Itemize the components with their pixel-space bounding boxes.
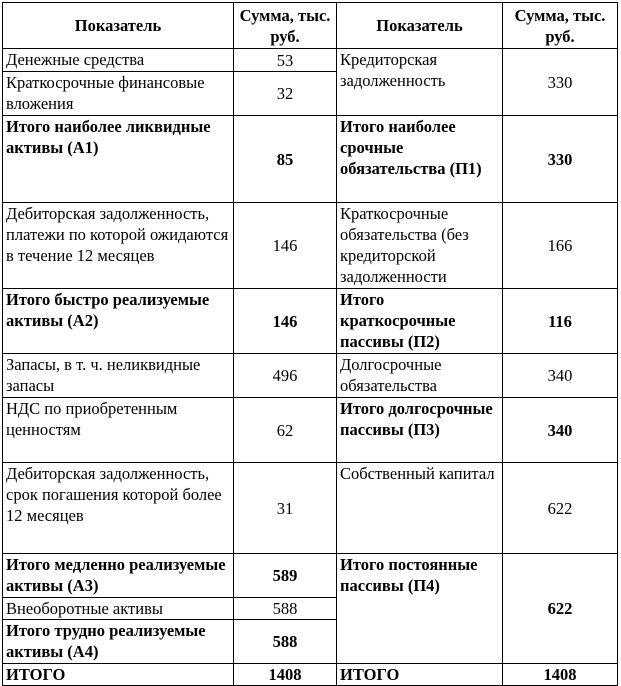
- table-row: [3, 289, 618, 354]
- table-row: [3, 49, 618, 72]
- a3-total-label: Итого медленно реализуемые активы (А3): [3, 554, 234, 598]
- inventory-value: 496: [234, 354, 337, 398]
- liquidity-balance-table: [2, 2, 618, 686]
- short-obligations-label: Краткосрочные обязательства (без кредиторской задолженности: [337, 203, 503, 289]
- header-indicator-assets: Показатель: [3, 3, 234, 49]
- short-investments-label: Краткосрочные финансовые вложения: [3, 72, 234, 116]
- a2-total-value: 146: [234, 289, 337, 354]
- vat-label: НДС по приобретенным ценностям: [3, 398, 234, 463]
- receivables-short-value: 146: [234, 203, 337, 289]
- table-row: [3, 116, 618, 203]
- p3-total-label: Итого долгосрочные пассивы (П3): [337, 398, 503, 463]
- cash-label: Денежные средства: [3, 49, 234, 72]
- table-row: [3, 398, 618, 463]
- assets-total-value: 1408: [234, 664, 337, 686]
- noncurrent-label: Внеоборотные активы: [3, 598, 234, 620]
- total-row: [3, 664, 618, 686]
- assets-total-label: ИТОГО: [3, 664, 234, 686]
- p4-total-label: Итого постоянные пассивы (П4): [337, 554, 503, 664]
- p4-total-value: 622: [503, 554, 618, 664]
- cash-value: 53: [234, 49, 337, 72]
- long-obligations-label: Долгосрочные обязательства: [337, 354, 503, 398]
- a1-total-label: Итого наиболее ликвидные активы (А1): [3, 116, 234, 203]
- a2-total-label: Итого быстро реализуемые активы (А2): [3, 289, 234, 354]
- receivables-long-value: 31: [234, 463, 337, 554]
- table-row: [3, 463, 618, 554]
- p1-total-label: Итого наиболее срочные обязательства (П1): [337, 116, 503, 203]
- payables-value: 330: [503, 49, 618, 116]
- a1-total-value: 85: [234, 116, 337, 203]
- noncurrent-value: 588: [234, 598, 337, 620]
- header-indicator-liabilities: Показатель: [337, 3, 503, 49]
- liabilities-total-value: 1408: [503, 664, 618, 686]
- table-row: [3, 354, 618, 398]
- inventory-label: Запасы, в т. ч. неликвидные запасы: [3, 354, 234, 398]
- table-row: [3, 554, 618, 598]
- p1-total-value: 330: [503, 116, 618, 203]
- payables-label: Кредиторская задолженность: [337, 49, 503, 116]
- equity-label: Собственный капитал: [337, 463, 503, 554]
- p2-total-label: Итого краткосрочные пассивы (П2): [337, 289, 503, 354]
- p2-total-value: 116: [503, 289, 618, 354]
- short-investments-value: 32: [234, 72, 337, 116]
- a4-total-value: 588: [234, 620, 337, 664]
- receivables-short-label: Дебиторская задолженность, платежи по которой ожидаются в течение 12 месяцев: [3, 203, 234, 289]
- header-row: [3, 3, 618, 49]
- long-obligations-value: 340: [503, 354, 618, 398]
- vat-value: 62: [234, 398, 337, 463]
- equity-value: 622: [503, 463, 618, 554]
- a4-total-label: Итого трудно реализуемые активы (А4): [3, 620, 234, 664]
- table-row: [3, 203, 618, 289]
- header-amount-assets: Сумма, тыс. руб.: [234, 3, 337, 49]
- receivables-long-label: Дебиторская задолженность, срок погашения которой более 12 месяцев: [3, 463, 234, 554]
- a3-total-value: 589: [234, 554, 337, 598]
- header-amount-liabilities: Сумма, тыс. руб.: [503, 3, 618, 49]
- liabilities-total-label: ИТОГО: [337, 664, 503, 686]
- p3-total-value: 340: [503, 398, 618, 463]
- short-obligations-value: 166: [503, 203, 618, 289]
